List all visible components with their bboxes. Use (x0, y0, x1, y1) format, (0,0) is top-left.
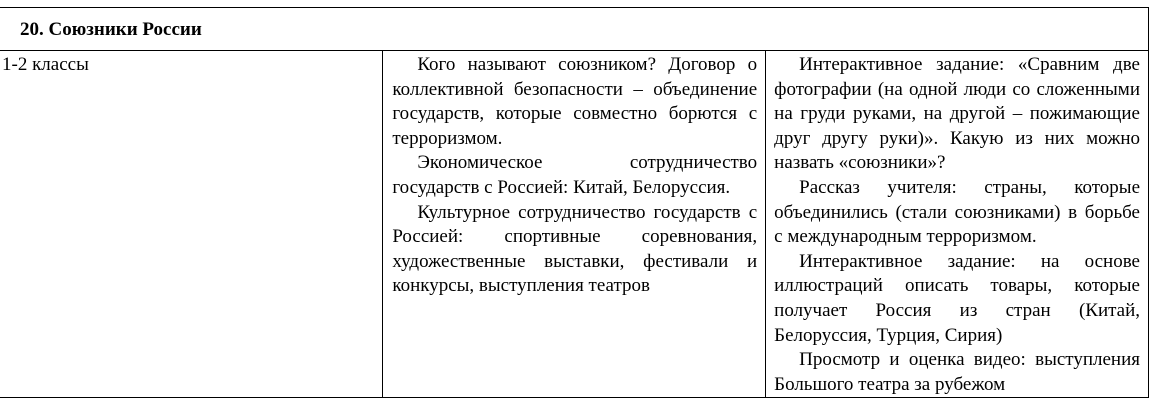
topic-paragraph: Культурное сотрудничество государств с Россией: спортивные соревнования, художественные выставки, фестивали и конкурсы, выступления театров (392, 201, 758, 297)
section-header-row (0, 8, 1149, 51)
topic-paragraph: Экономическое сотрудничество государств с Россией: Китай, Белоруссия. (392, 152, 758, 198)
activity-paragraph: Интерактивное задание: «Сравним две фотографии (на одной люди со сложенными на груди руками, на другой – пожимающие друг другу руки)». Какую из них можно назвать «союзники»? (774, 54, 1140, 174)
activity-paragraph: Просмотр и оценка видео: выступления Большого театра за рубежом (774, 349, 1140, 395)
table-row (0, 51, 1149, 398)
topic-paragraph: Кого называют союзником? Договор о коллективной безопасности – объединение государств, которые совместно борются с терроризмом. (392, 54, 758, 149)
section-header-cell (0, 8, 1149, 51)
activity-paragraph: Интерактивное задание: на основе иллюстраций описать товары, которые получает Россия из стран (Китай, Белоруссия, Турция, Сирия) (774, 250, 1140, 346)
activity-paragraph: Рассказ учителя: страны, которые объединились (стали союзниками) в борьбе с международным терроризмом. (774, 176, 1140, 248)
activities-cell (766, 51, 1149, 398)
topics-cell (383, 51, 766, 398)
lesson-table (0, 7, 1149, 398)
section-title: 20. Союзники России (20, 19, 202, 40)
grade-label: 1-2 классы (2, 54, 89, 75)
grade-cell (0, 51, 383, 398)
